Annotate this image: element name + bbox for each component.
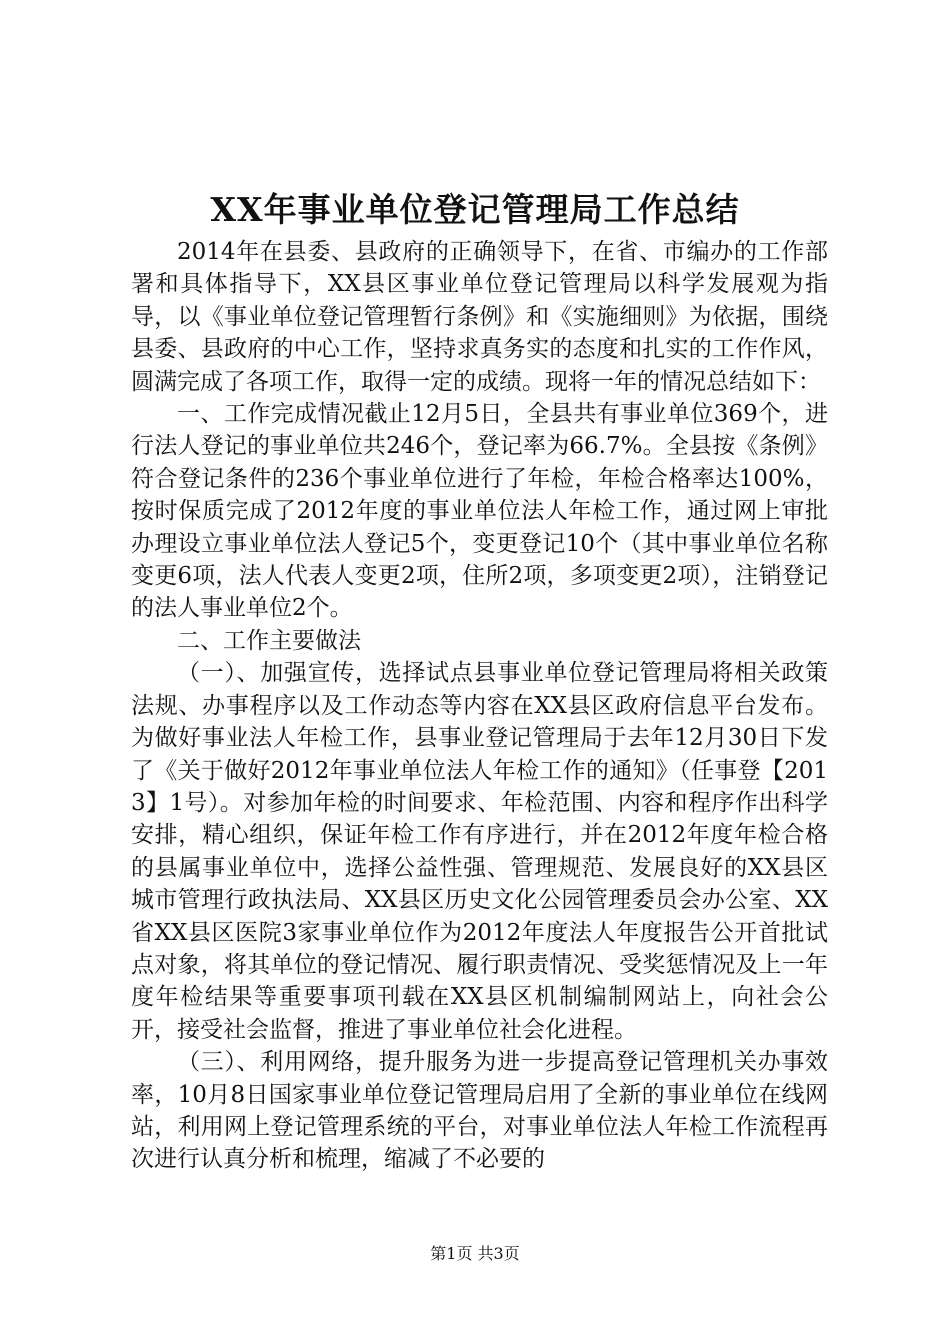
page-number-footer: 第1页 共3页: [430, 1244, 520, 1263]
paragraph-subsection-1: （一）、加强宣传，选择试点县事业单位登记管理局将相关政策法规、办事程序以及工作动态等内容在XX县区政府信息平台发布。为做好事业法人年检工作，县事业登记管理局于去年12月30日下发了《关于做好2012年事业单位法人年检工作的通知》（任事登【2013】1号）。对参加年检的时间要求、年检范围、内容和程序作出科学安排，精心组织，保证年检工作有序进行，并在2012年度年检合格的县属事业单位中，选择公益性强、管理规范、发展良好的XX县区城市管理行政执法局、XX县区历史文化公园管理委员会办公室、XX省XX县区医院3家事业单位作为2012年度法人年度报告公开首批试点对象，将其单位的登记情况、履行职责情况、受奖惩情况及上一年度年检结果等重要事项刊载在XX县区机制编制网站上，向社会公开，接受社会监督，推进了事业单位社会化进程。: [131, 660, 828, 1043]
document-title: XX年事业单位登记管理局工作总结: [210, 190, 740, 229]
paragraph-intro: 2014年在县委、县政府的正确领导下，在省、市编办的工作部署和具体指导下，XX县区事业单位登记管理局以科学发展观为指导，以《事业单位登记管理暂行条例》和《实施细则》为依据，围绕县委、县政府的中心工作，坚持求真务实的态度和扎实的工作作风，圆满完成了各项工作，取得一定的成绩。现将一年的情况总结如下：: [131, 239, 828, 395]
document-body: [131, 236, 828, 1176]
paragraph-section-2-heading: 二、工作主要做法: [177, 627, 361, 654]
paragraph-section-1: 一、工作完成情况截止12月5日，全县共有事业单位369个，进行法人登记的事业单位共246个，登记率为66.7%。全县按《条例》符合登记条件的236个事业单位进行了年检，年检合格率达100%，按时保质完成了2012年度的事业单位法人年检工作，通过网上审批办理设立事业单位法人登记5个，变更登记10个（其中事业单位名称变更6项，法人代表人变更2项，住所2项，多项变更2项），注销登记的法人事业单位2个。: [131, 401, 828, 622]
paragraph-subsection-3: （三）、利用网络，提升服务为进一步提高登记管理机关办事效率，10月8日国家事业单位登记管理局启用了全新的事业单位在线网站，利用网上登记管理系统的平台，对事业单位法人年检工作流程再次进行认真分析和梳理，缩减了不必要的: [131, 1049, 828, 1173]
